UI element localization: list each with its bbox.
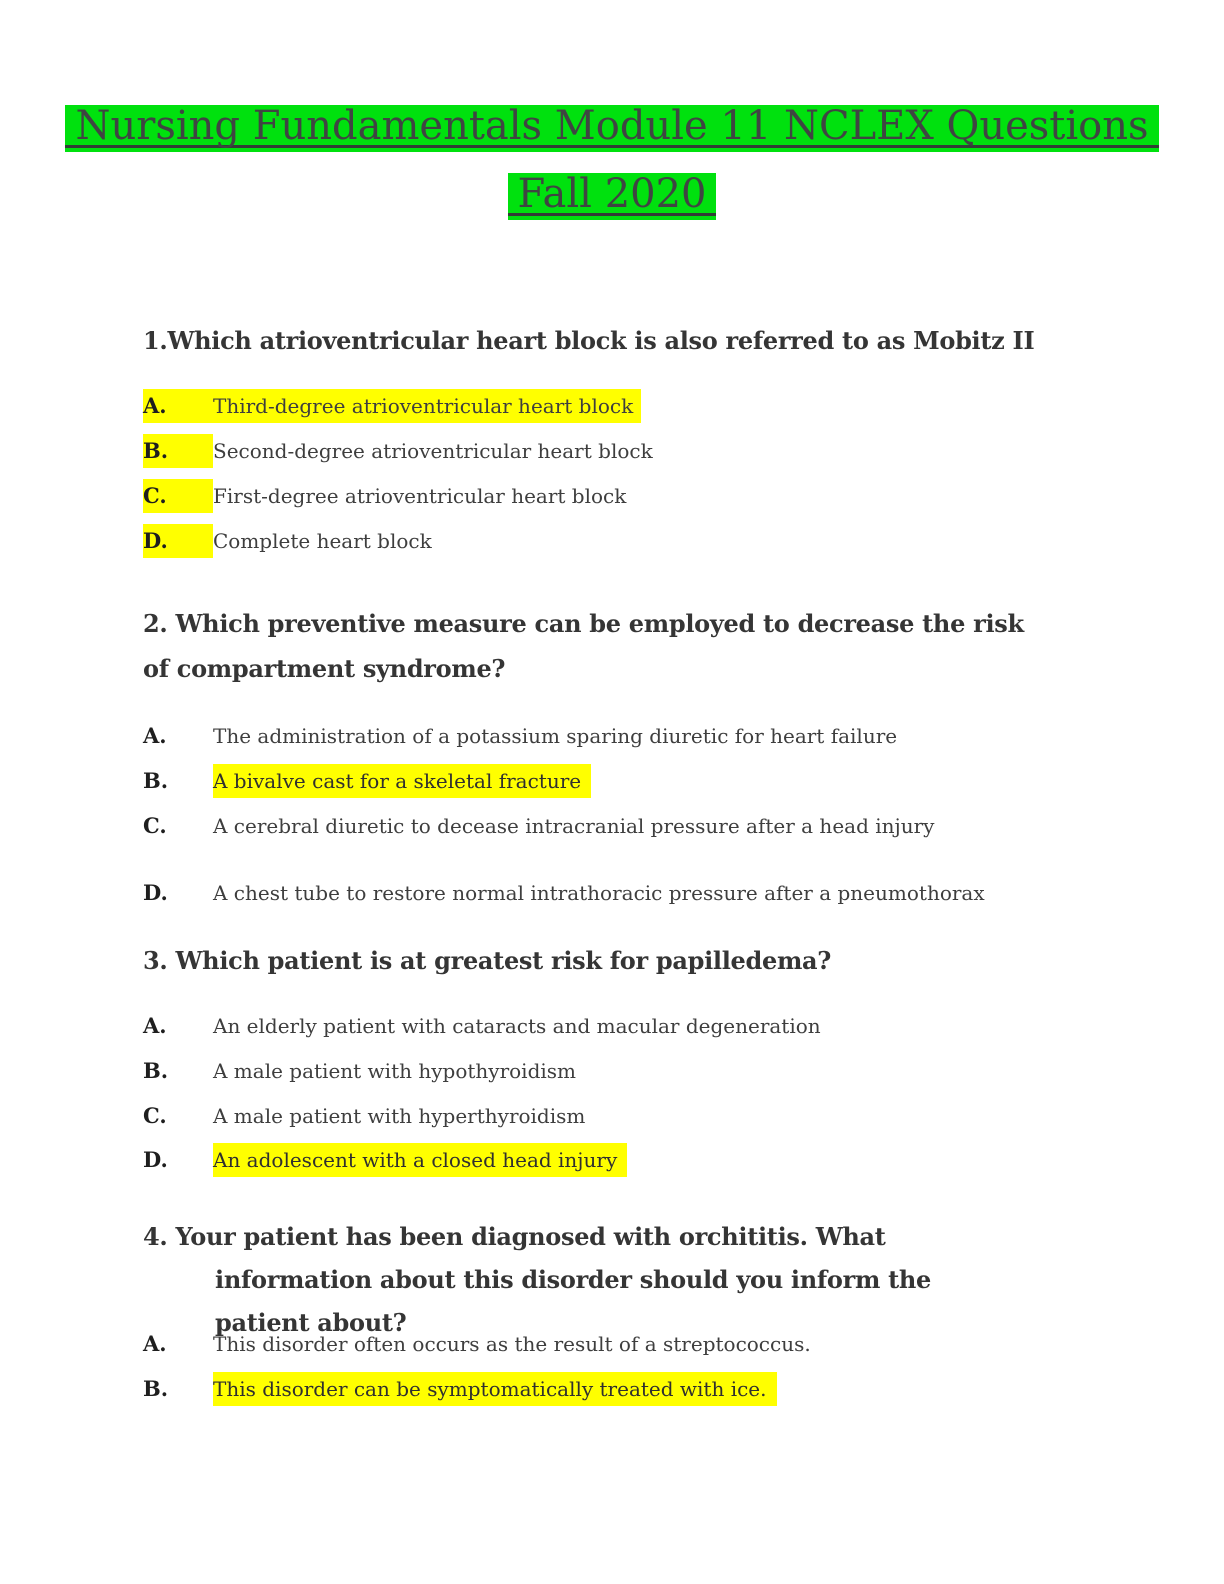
question-3-heading: 3. Which patient is at greatest risk for papilledema?	[143, 946, 832, 975]
option-text: A male patient with hypothyroidism	[213, 1059, 577, 1083]
option-text: Second-degree atrioventricular heart block	[213, 439, 653, 463]
question-2-option-b	[143, 764, 1184, 798]
question-3-option-c	[143, 1099, 1184, 1133]
option-letter: B.	[143, 768, 169, 793]
question-4-option-b	[143, 1372, 1184, 1406]
option-letter: A.	[143, 1013, 167, 1038]
option-text: First-degree atrioventricular heart block	[213, 484, 627, 508]
option-text: A male patient with hyperthyroidism	[213, 1104, 586, 1128]
option-letter: C.	[143, 813, 167, 838]
question-3-option-a	[143, 1009, 1184, 1043]
option-letter: C.	[143, 1103, 167, 1128]
option-text: This disorder can be symptomatically treated with ice.	[213, 1372, 777, 1406]
question-3-option-d	[143, 1143, 1184, 1177]
option-text: A chest tube to restore normal intrathoracic pressure after a pneumothorax	[213, 881, 985, 905]
option-letter: B.	[143, 434, 213, 468]
document-title-line-1	[0, 105, 1224, 148]
option-text: A bivalve cast for a skeletal fracture	[213, 764, 591, 798]
question-4-option-a	[143, 1327, 1184, 1361]
option-letter: B.	[143, 1376, 169, 1401]
title-highlight-line-2: Fall 2020	[508, 173, 717, 216]
option-text: The administration of a potassium sparing diuretic for heart failure	[213, 724, 898, 748]
question-1-option-b	[143, 434, 1184, 468]
question-3-option-b	[143, 1054, 1184, 1088]
option-letter: A.	[143, 1331, 167, 1356]
document-title-line-2	[0, 173, 1224, 216]
question-1-heading: 1.Which atrioventricular heart block is also referred to as Mobitz II	[143, 326, 1035, 355]
question-4-heading: 4. Your patient has been diagnosed with orchititis. What information about this disorder should you inform the patient about?	[143, 1222, 931, 1337]
option-text: Third-degree atrioventricular heart block	[213, 389, 641, 423]
option-letter: C.	[143, 479, 213, 513]
option-letter: D.	[143, 1147, 168, 1172]
option-text: An adolescent with a closed head injury	[213, 1143, 627, 1177]
question-1-option-d	[143, 524, 1184, 558]
option-letter: D.	[143, 524, 213, 558]
question-2-option-d	[143, 876, 1184, 910]
title-highlight-line-1: Nursing Fundamentals Module 11 NCLEX Questions	[65, 105, 1158, 148]
question-2-option-a	[143, 719, 1184, 753]
option-text: A cerebral diuretic to decease intracranial pressure after a head injury	[213, 814, 935, 838]
option-text: This disorder often occurs as the result of a streptococcus.	[213, 1332, 811, 1356]
option-letter: D.	[143, 880, 168, 905]
option-text: Complete heart block	[213, 529, 432, 553]
question-2-option-c	[143, 809, 1184, 843]
option-text: An elderly patient with cataracts and macular degeneration	[213, 1014, 821, 1038]
question-1-option-c	[143, 479, 1184, 513]
option-letter: A.	[143, 389, 213, 423]
option-letter: A.	[143, 723, 167, 748]
question-2-heading: 2. Which preventive measure can be employed to decrease the risk of compartment syndrome?	[143, 609, 1024, 683]
question-1-option-a	[143, 389, 1184, 423]
option-letter: B.	[143, 1058, 169, 1083]
